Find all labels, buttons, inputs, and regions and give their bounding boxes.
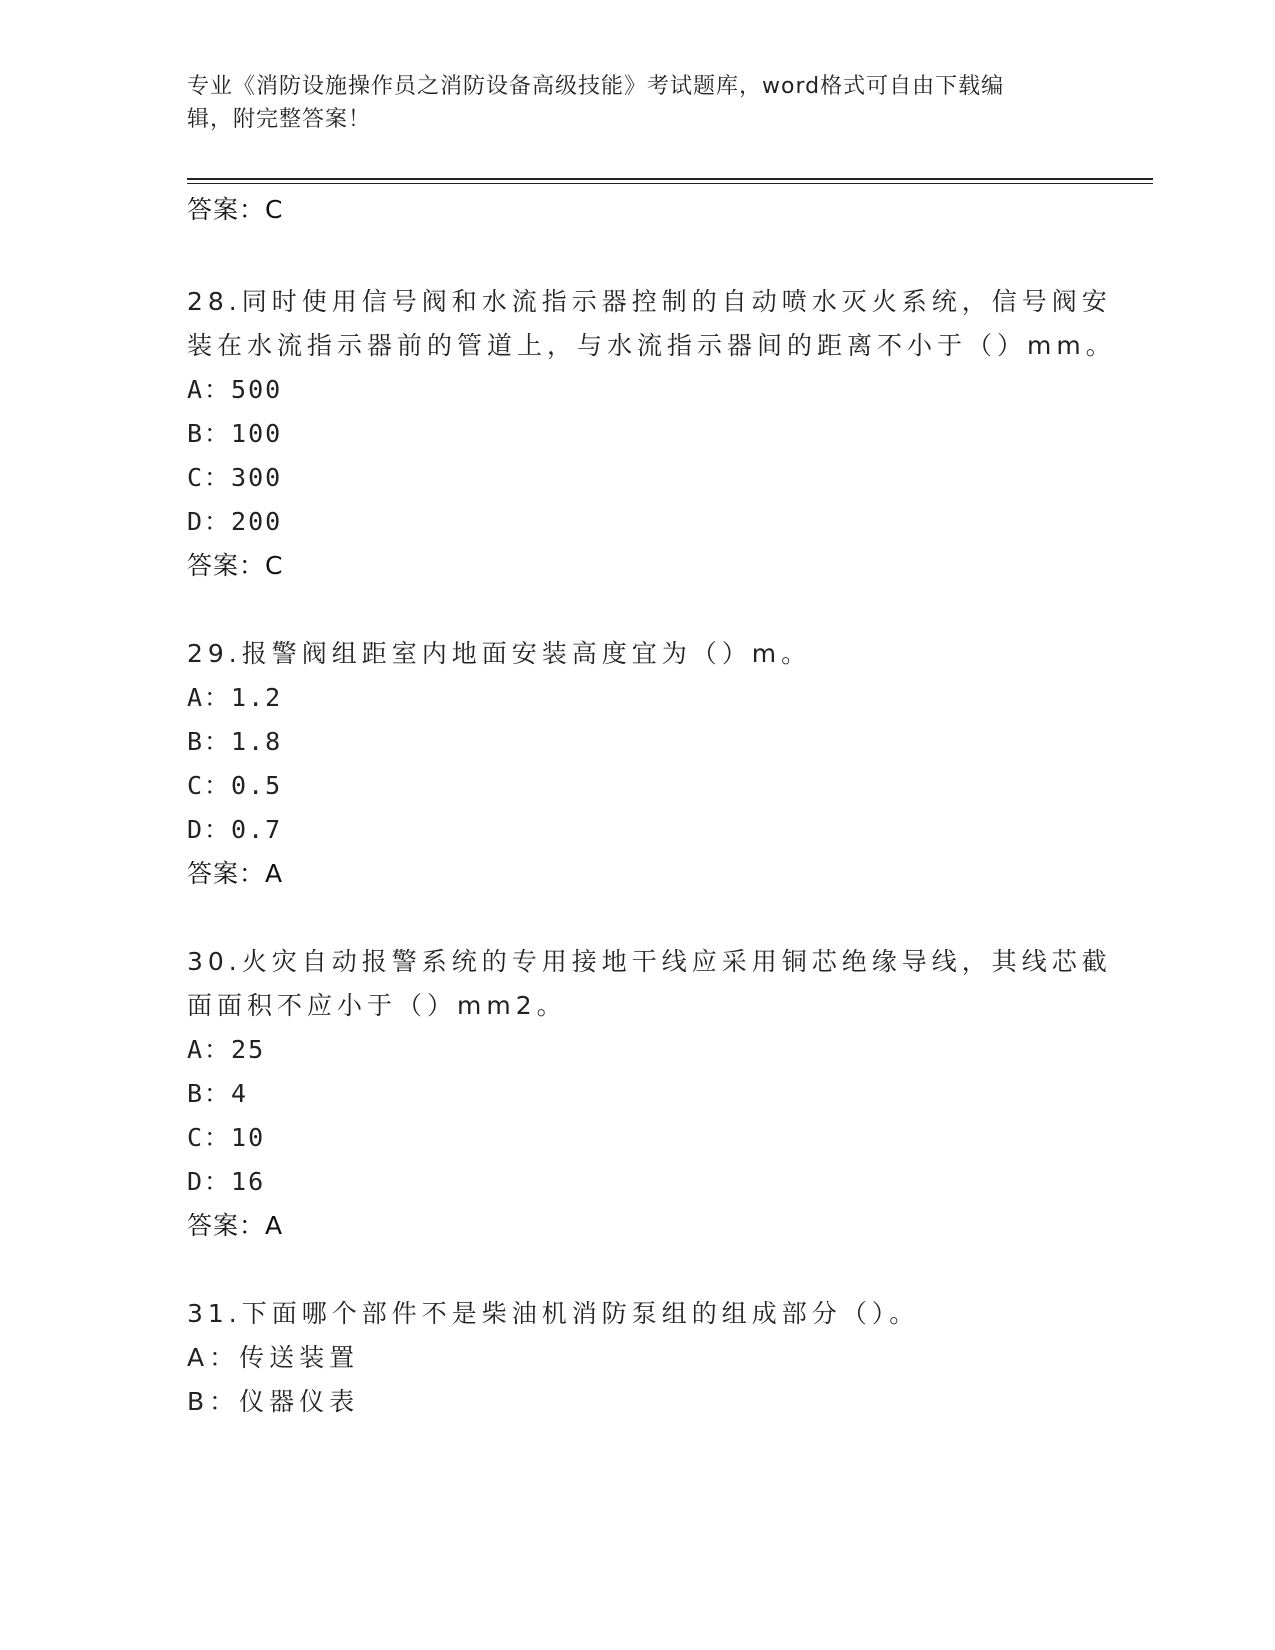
question-30-option-d: D：16 [187, 1167, 266, 1196]
question-29-line-1: 29.报警阀组距室内地面安装高度宜为（）m。 [187, 639, 812, 668]
question-29-option-b: B：1.8 [187, 727, 283, 756]
question-28-option-c: C：300 [187, 463, 283, 492]
question-31-line-1: 31.下面哪个部件不是柴油机消防泵组的组成部分（）。 [187, 1299, 920, 1328]
question-30-line-2: 面面积不应小于（）mm2。 [187, 991, 567, 1020]
question-29-option-d: D：0.7 [187, 815, 283, 844]
question-29-option-a: A：1.2 [187, 683, 283, 712]
question-28-option-d: D：200 [187, 507, 283, 536]
question-31-option-b: B：仪器仪表 [187, 1387, 360, 1416]
answer-29: 答案：A [187, 859, 284, 888]
document-header [187, 70, 1067, 136]
header-line-1: 专业《消防设施操作员之消防设备高级技能》考试题库，word格式可自由下载编 [187, 74, 1005, 99]
question-30-option-c: C：10 [187, 1123, 266, 1152]
header-rule-thick [187, 178, 1153, 180]
answer-28: 答案：C [187, 551, 284, 580]
header-line-2: 辑，附完整答案！ [187, 107, 372, 132]
question-29-option-c: C：0.5 [187, 771, 283, 800]
question-28-line-1: 28.同时使用信号阀和水流指示器控制的自动喷水灭火系统，信号阀安 [187, 287, 1112, 316]
question-30-option-a: A：25 [187, 1035, 266, 1064]
header-rule-thin [187, 183, 1153, 184]
answer-30: 答案：A [187, 1211, 284, 1240]
question-28-line-2: 装在水流指示器前的管道上，与水流指示器间的距离不小于（）mm。 [187, 331, 1116, 360]
question-28-option-a: A：500 [187, 375, 283, 404]
question-31-option-a: A：传送装置 [187, 1343, 360, 1372]
question-30-option-b: B：4 [187, 1079, 249, 1108]
answer-27: 答案：C [187, 195, 284, 224]
question-28-option-b: B：100 [187, 419, 283, 448]
question-30-line-1: 30.火灾自动报警系统的专用接地干线应采用铜芯绝缘导线，其线芯截 [187, 947, 1112, 976]
